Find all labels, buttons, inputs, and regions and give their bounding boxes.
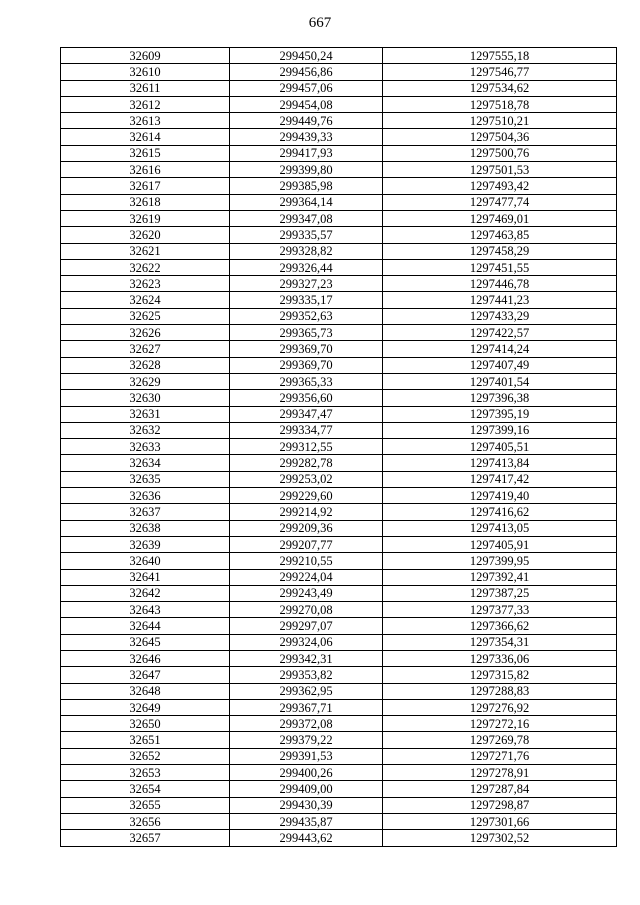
y-coordinate-cell: 1297269,78: [383, 732, 617, 748]
point-number-cell: 32655: [61, 797, 230, 813]
point-number-cell: 32623: [61, 276, 230, 292]
table-row: [61, 634, 617, 650]
point-number-cell: 32644: [61, 618, 230, 634]
coordinates-table: [60, 47, 617, 847]
point-number-cell: 32649: [61, 699, 230, 715]
y-coordinate-cell: 1297354,31: [383, 634, 617, 650]
point-number-cell: 32622: [61, 259, 230, 275]
y-coordinate-cell: 1297458,29: [383, 243, 617, 259]
point-number-cell: 32642: [61, 585, 230, 601]
y-coordinate-cell: 1297555,18: [383, 48, 617, 64]
x-coordinate-cell: 299347,08: [230, 210, 383, 226]
table-row: [61, 520, 617, 536]
x-coordinate-cell: 299400,26: [230, 765, 383, 781]
point-number-cell: 32635: [61, 471, 230, 487]
y-coordinate-cell: 1297399,95: [383, 553, 617, 569]
point-number-cell: 32631: [61, 406, 230, 422]
table-row: [61, 292, 617, 308]
table-row: [61, 748, 617, 764]
x-coordinate-cell: 299365,73: [230, 325, 383, 341]
x-coordinate-cell: 299457,06: [230, 80, 383, 96]
point-number-cell: 32626: [61, 325, 230, 341]
x-coordinate-cell: 299335,57: [230, 227, 383, 243]
x-coordinate-cell: 299365,33: [230, 373, 383, 389]
point-number-cell: 32639: [61, 536, 230, 552]
point-number-cell: 32627: [61, 341, 230, 357]
y-coordinate-cell: 1297501,53: [383, 162, 617, 178]
y-coordinate-cell: 1297276,92: [383, 699, 617, 715]
point-number-cell: 32612: [61, 96, 230, 112]
table-row: [61, 80, 617, 96]
table-row: [61, 325, 617, 341]
point-number-cell: 32653: [61, 765, 230, 781]
table-row: [61, 732, 617, 748]
y-coordinate-cell: 1297441,23: [383, 292, 617, 308]
table-row: [61, 618, 617, 634]
x-coordinate-cell: 299347,47: [230, 406, 383, 422]
x-coordinate-cell: 299391,53: [230, 748, 383, 764]
y-coordinate-cell: 1297301,66: [383, 813, 617, 829]
point-number-cell: 32614: [61, 129, 230, 145]
y-coordinate-cell: 1297469,01: [383, 210, 617, 226]
table-row: [61, 602, 617, 618]
table-row: [61, 113, 617, 129]
y-coordinate-cell: 1297302,52: [383, 830, 617, 846]
table-row: [61, 439, 617, 455]
y-coordinate-cell: 1297377,33: [383, 602, 617, 618]
y-coordinate-cell: 1297451,55: [383, 259, 617, 275]
y-coordinate-cell: 1297546,77: [383, 64, 617, 80]
y-coordinate-cell: 1297500,76: [383, 145, 617, 161]
point-number-cell: 32630: [61, 390, 230, 406]
point-number-cell: 32610: [61, 64, 230, 80]
y-coordinate-cell: 1297433,29: [383, 308, 617, 324]
y-coordinate-cell: 1297298,87: [383, 797, 617, 813]
y-coordinate-cell: 1297493,42: [383, 178, 617, 194]
point-number-cell: 32637: [61, 504, 230, 520]
page-number: 667: [308, 15, 332, 31]
table-row: [61, 765, 617, 781]
point-number-cell: 32611: [61, 80, 230, 96]
y-coordinate-cell: 1297271,76: [383, 748, 617, 764]
point-number-cell: 32652: [61, 748, 230, 764]
y-coordinate-cell: 1297534,62: [383, 80, 617, 96]
x-coordinate-cell: 299328,82: [230, 243, 383, 259]
table-row: [61, 227, 617, 243]
point-number-cell: 32636: [61, 488, 230, 504]
point-number-cell: 32615: [61, 145, 230, 161]
y-coordinate-cell: 1297510,21: [383, 113, 617, 129]
x-coordinate-cell: 299379,22: [230, 732, 383, 748]
y-coordinate-cell: 1297395,19: [383, 406, 617, 422]
table-row: [61, 308, 617, 324]
y-coordinate-cell: 1297401,54: [383, 373, 617, 389]
y-coordinate-cell: 1297422,57: [383, 325, 617, 341]
x-coordinate-cell: 299342,31: [230, 650, 383, 666]
point-number-cell: 32613: [61, 113, 230, 129]
point-number-cell: 32654: [61, 781, 230, 797]
y-coordinate-cell: 1297287,84: [383, 781, 617, 797]
table-row: [61, 178, 617, 194]
point-number-cell: 32640: [61, 553, 230, 569]
y-coordinate-cell: 1297392,41: [383, 569, 617, 585]
y-coordinate-cell: 1297414,24: [383, 341, 617, 357]
table-row: [61, 243, 617, 259]
point-number-cell: 32624: [61, 292, 230, 308]
x-coordinate-cell: 299326,44: [230, 259, 383, 275]
x-coordinate-cell: 299362,95: [230, 683, 383, 699]
table-row: [61, 210, 617, 226]
point-number-cell: 32625: [61, 308, 230, 324]
y-coordinate-cell: 1297336,06: [383, 650, 617, 666]
point-number-cell: 32620: [61, 227, 230, 243]
point-number-cell: 32648: [61, 683, 230, 699]
point-number-cell: 32632: [61, 422, 230, 438]
y-coordinate-cell: 1297463,85: [383, 227, 617, 243]
y-coordinate-cell: 1297416,62: [383, 504, 617, 520]
y-coordinate-cell: 1297366,62: [383, 618, 617, 634]
table-row: [61, 341, 617, 357]
table-row: [61, 569, 617, 585]
y-coordinate-cell: 1297446,78: [383, 276, 617, 292]
point-number-cell: 32633: [61, 439, 230, 455]
y-coordinate-cell: 1297288,83: [383, 683, 617, 699]
x-coordinate-cell: 299385,98: [230, 178, 383, 194]
point-number-cell: 32641: [61, 569, 230, 585]
point-number-cell: 32621: [61, 243, 230, 259]
y-coordinate-cell: 1297417,42: [383, 471, 617, 487]
table-row: [61, 455, 617, 471]
x-coordinate-cell: 299356,60: [230, 390, 383, 406]
x-coordinate-cell: 299312,55: [230, 439, 383, 455]
point-number-cell: 32629: [61, 373, 230, 389]
point-number-cell: 32617: [61, 178, 230, 194]
y-coordinate-cell: 1297399,16: [383, 422, 617, 438]
table-row: [61, 96, 617, 112]
y-coordinate-cell: 1297477,74: [383, 194, 617, 210]
table-row: [61, 699, 617, 715]
x-coordinate-cell: 299209,36: [230, 520, 383, 536]
y-coordinate-cell: 1297272,16: [383, 716, 617, 732]
table-row: [61, 194, 617, 210]
table-row: [61, 667, 617, 683]
table-row: [61, 471, 617, 487]
table-row: [61, 683, 617, 699]
table-row: [61, 64, 617, 80]
x-coordinate-cell: 299207,77: [230, 536, 383, 552]
y-coordinate-cell: 1297387,25: [383, 585, 617, 601]
x-coordinate-cell: 299353,82: [230, 667, 383, 683]
y-coordinate-cell: 1297518,78: [383, 96, 617, 112]
x-coordinate-cell: 299399,80: [230, 162, 383, 178]
table-row: [61, 830, 617, 846]
y-coordinate-cell: 1297413,05: [383, 520, 617, 536]
x-coordinate-cell: 299243,49: [230, 585, 383, 601]
x-coordinate-cell: 299454,08: [230, 96, 383, 112]
y-coordinate-cell: 1297405,91: [383, 536, 617, 552]
point-number-cell: 32651: [61, 732, 230, 748]
x-coordinate-cell: 299224,04: [230, 569, 383, 585]
x-coordinate-cell: 299372,08: [230, 716, 383, 732]
x-coordinate-cell: 299456,86: [230, 64, 383, 80]
point-number-cell: 32618: [61, 194, 230, 210]
point-number-cell: 32619: [61, 210, 230, 226]
point-number-cell: 32646: [61, 650, 230, 666]
point-number-cell: 32645: [61, 634, 230, 650]
table-row: [61, 553, 617, 569]
table-row: [61, 585, 617, 601]
x-coordinate-cell: 299367,71: [230, 699, 383, 715]
x-coordinate-cell: 299335,17: [230, 292, 383, 308]
x-coordinate-cell: 299253,02: [230, 471, 383, 487]
y-coordinate-cell: 1297396,38: [383, 390, 617, 406]
table-row: [61, 48, 617, 64]
x-coordinate-cell: 299214,92: [230, 504, 383, 520]
y-coordinate-cell: 1297413,84: [383, 455, 617, 471]
x-coordinate-cell: 299229,60: [230, 488, 383, 504]
point-number-cell: 32657: [61, 830, 230, 846]
table-row: [61, 162, 617, 178]
coordinates-table-body: [61, 48, 617, 847]
x-coordinate-cell: 299369,70: [230, 357, 383, 373]
table-row: [61, 390, 617, 406]
x-coordinate-cell: 299334,77: [230, 422, 383, 438]
point-number-cell: 32643: [61, 602, 230, 618]
point-number-cell: 32650: [61, 716, 230, 732]
x-coordinate-cell: 299430,39: [230, 797, 383, 813]
point-number-cell: 32634: [61, 455, 230, 471]
x-coordinate-cell: 299443,62: [230, 830, 383, 846]
x-coordinate-cell: 299439,33: [230, 129, 383, 145]
table-row: [61, 276, 617, 292]
point-number-cell: 32638: [61, 520, 230, 536]
table-row: [61, 504, 617, 520]
y-coordinate-cell: 1297278,91: [383, 765, 617, 781]
x-coordinate-cell: 299369,70: [230, 341, 383, 357]
table-row: [61, 373, 617, 389]
y-coordinate-cell: 1297315,82: [383, 667, 617, 683]
table-row: [61, 536, 617, 552]
table-row: [61, 259, 617, 275]
table-row: [61, 650, 617, 666]
table-row: [61, 406, 617, 422]
point-number-cell: 32609: [61, 48, 230, 64]
y-coordinate-cell: 1297407,49: [383, 357, 617, 373]
x-coordinate-cell: 299282,78: [230, 455, 383, 471]
x-coordinate-cell: 299327,23: [230, 276, 383, 292]
x-coordinate-cell: 299409,00: [230, 781, 383, 797]
y-coordinate-cell: 1297405,51: [383, 439, 617, 455]
table-row: [61, 357, 617, 373]
x-coordinate-cell: 299435,87: [230, 813, 383, 829]
table-row: [61, 422, 617, 438]
y-coordinate-cell: 1297419,40: [383, 488, 617, 504]
x-coordinate-cell: 299364,14: [230, 194, 383, 210]
table-row: [61, 488, 617, 504]
point-number-cell: 32628: [61, 357, 230, 373]
point-number-cell: 32616: [61, 162, 230, 178]
x-coordinate-cell: 299210,55: [230, 553, 383, 569]
table-row: [61, 781, 617, 797]
point-number-cell: 32647: [61, 667, 230, 683]
table-row: [61, 813, 617, 829]
x-coordinate-cell: 299417,93: [230, 145, 383, 161]
table-row: [61, 145, 617, 161]
y-coordinate-cell: 1297504,36: [383, 129, 617, 145]
x-coordinate-cell: 299324,06: [230, 634, 383, 650]
x-coordinate-cell: 299449,76: [230, 113, 383, 129]
x-coordinate-cell: 299450,24: [230, 48, 383, 64]
table-row: [61, 797, 617, 813]
x-coordinate-cell: 299270,08: [230, 602, 383, 618]
x-coordinate-cell: 299352,63: [230, 308, 383, 324]
point-number-cell: 32656: [61, 813, 230, 829]
table-row: [61, 716, 617, 732]
table-row: [61, 129, 617, 145]
x-coordinate-cell: 299297,07: [230, 618, 383, 634]
